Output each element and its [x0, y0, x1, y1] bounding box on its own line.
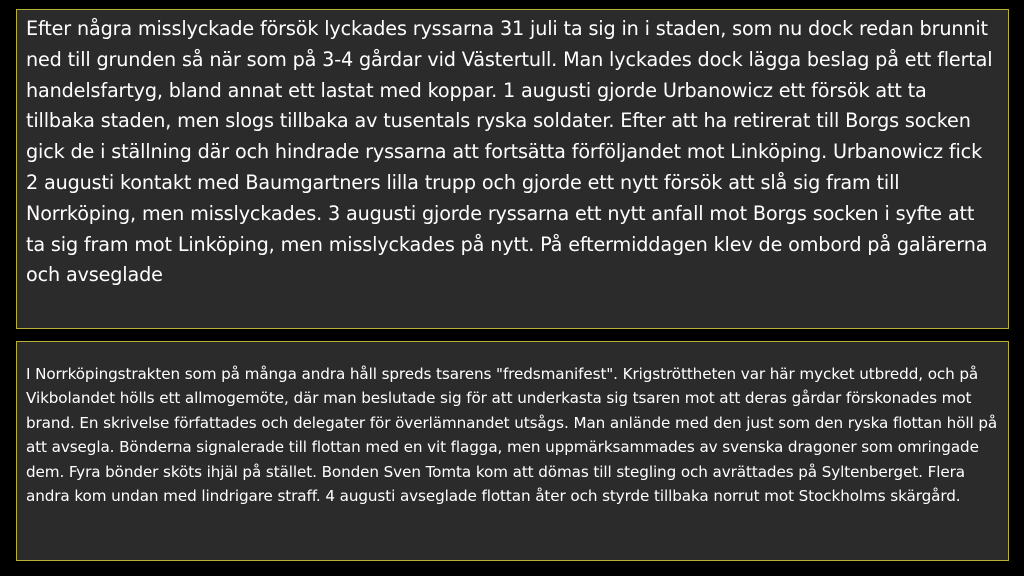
paragraph-first: Efter några misslyckade försök lyckades ryssarna 31 juli ta sig in i staden, som nu dock redan brunnit ned till grunden så när som på 3-4 gårdar vid Västertull. Man lyckades dock lägga beslag på ett flertal handelsfartyg, bland annat ett lastat med koppar. 1 augusti gjorde Urbanowicz ett försök att ta tillbaka staden, men slogs tillbaka av tusentals ryska soldater. Efter att ha retirerat till Borgs socken gick de i ställning där och hindrade ryssarna att fortsätta förföljandet mot Linköping. Urbanowicz fick 2 augusti kontakt med Baumgartners lilla trupp och gjorde ett nytt försök att slå sig fram till Norrköping, men misslyckades. 3 augusti gjorde ryssarna ett nytt anfall mot Borgs socken i syfte att ta sig fram mot Linköping, men misslyckades på nytt. På eftermiddagen klev de ombord på galärerna och avseglade [26, 17, 993, 287]
text-panel-bottom [16, 341, 1009, 561]
text-panel-top [16, 9, 1009, 329]
paragraph-second: I Norrköpingstrakten som på många andra håll spreds tsarens "fredsmanifest". Krigströttheten var här mycket utbredd, och på Vikbolandet hölls ett allmogemöte, där man beslutade sig för att underkasta sig tsaren mot att deras gårdar förskonades mot brand. En skrivelse författades och delegater för överlämnandet utsågs. Man anlände med den just som den ryska flottan höll på att avsegla. Bönderna signalerade till flottan med en vit flagga, men uppmärksammades av svenska dragoner som omringade dem. Fyra bönder sköts ihjäl på stället. Bonden Sven Tomta kom att dömas till stegling och avrättades på Syltenberget. Flera andra kom undan med lindrigare straff. 4 augusti avseglade flottan åter och styrde tillbaka norrut mot Stockholms skärgård. [26, 365, 998, 506]
